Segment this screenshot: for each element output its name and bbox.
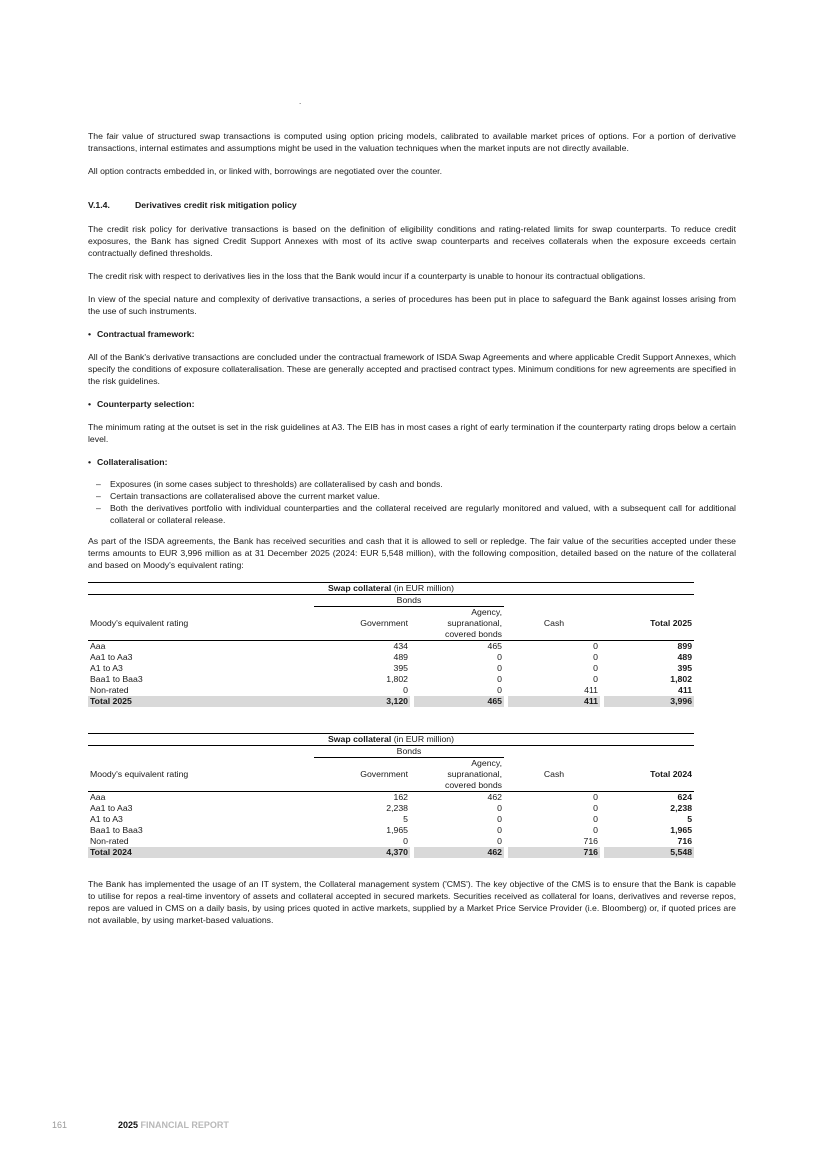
cash-column-header: Cash bbox=[543, 768, 565, 779]
paragraph-credit-risk-loss: The credit risk with respect to derivatives lies in the loss that the Bank would incur if a counterparty is unable to honour its contractual obligations. bbox=[88, 271, 646, 281]
table-title: Swap collateral (in EUR million) bbox=[88, 734, 694, 746]
government-column-header: Government bbox=[360, 769, 408, 779]
paragraph-isda: As part of the ISDA agreements, the Bank has received securities and cash that it is allowed to sell or repledge. The fair value of the securities accepted under these terms amounts to EUR 3,996 million as at 31 December 2025 (2024: EUR 5,548 million), with the following composition, detailed based on the nature of the collateral and based on Moody's equivalent rating: bbox=[88, 536, 736, 570]
table-row: Non-rated 0 0 411 411 bbox=[90, 685, 693, 695]
paragraph-contractual-framework: All of the Bank's derivative transactions are concluded under the contractual framework of ISDA Swap Agreements and where applicable Credit Support Annexes, which specify the conditions of exposure collateralisation. These are generally accepted and practised contract types. Minimum conditions for new agreements are specified in the risk guidelines. bbox=[88, 352, 736, 386]
agency-column-header: Agency, bbox=[471, 607, 502, 617]
swap-collateral-table-2025 bbox=[88, 582, 694, 707]
total-column-header: Total 2025 bbox=[650, 617, 693, 628]
table-row: Aaa 162 462 0 624 bbox=[90, 792, 693, 802]
page-footer bbox=[52, 1120, 229, 1130]
agency-column-header: Agency, bbox=[471, 758, 502, 768]
paragraph-credit-risk-policy: The credit risk policy for derivative transactions is based on the definition of eligibility conditions and rating-related limits for swap counterparts. To reduce credit exposures, the Bank has signed Credit Support Annexes with most of its active swap counterparts and receives collaterals when the exposure exceeds certain contractually defined thresholds. bbox=[88, 224, 736, 258]
list-item: – Certain transactions are collateralised above the current market value. bbox=[96, 490, 736, 502]
table-row: Non-rated 0 0 716 716 bbox=[90, 836, 693, 846]
agency-column-header: supranational, bbox=[447, 618, 502, 628]
collateralisation-list bbox=[88, 478, 736, 526]
stray-dot: . bbox=[299, 97, 302, 106]
rating-column-header: Moody's equivalent rating bbox=[90, 617, 189, 628]
table-row: Baa1 to Baa3 1,965 0 0 1,965 bbox=[90, 825, 693, 835]
bullet-contractual-framework: • Contractual framework: bbox=[88, 328, 736, 340]
table-row: Aaa 434 465 0 899 bbox=[90, 641, 693, 651]
section-heading bbox=[88, 199, 736, 211]
total-column-header: Total 2024 bbox=[650, 768, 693, 779]
agency-column-header: covered bonds bbox=[445, 780, 502, 790]
page-number: 161 bbox=[52, 1120, 68, 1130]
agency-column-header: supranational, bbox=[447, 769, 502, 779]
paragraph-option-contracts: All option contracts embedded in, or linked with, borrowings are negotiated over the counter. bbox=[88, 166, 442, 176]
table-row: Aa1 to Aa3 2,238 0 0 2,238 bbox=[90, 803, 693, 813]
table-row: Aa1 to Aa3 489 0 0 489 bbox=[90, 652, 693, 662]
total-row: Total 2024 4,370 462 716 5,548 bbox=[90, 847, 693, 857]
section-number: V.1.4. bbox=[88, 200, 110, 210]
paragraph-counterparty-selection: The minimum rating at the outset is set in the risk guidelines at A3. The EIB has in most cases a right of early termination if the counterparty rating drops below a certain level. bbox=[88, 422, 736, 444]
swap-collateral-table-2024 bbox=[88, 733, 694, 858]
table-row: A1 to A3 5 0 0 5 bbox=[90, 814, 693, 824]
table-row: Baa1 to Baa3 1,802 0 0 1,802 bbox=[90, 674, 693, 684]
list-item: – Both the derivatives portfolio with individual counterparties and the collateral received are regularly monitored and valued, with a subsequent call for additional collateral or collateral release. bbox=[96, 502, 736, 526]
bullet-collateralisation: • Collateralisation: bbox=[88, 456, 736, 468]
bullet-counterparty-selection: • Counterparty selection: bbox=[88, 398, 736, 410]
bonds-header: Bonds bbox=[314, 746, 504, 758]
rating-column-header: Moody's equivalent rating bbox=[90, 768, 189, 779]
page-content bbox=[88, 130, 736, 937]
cash-column-header: Cash bbox=[543, 617, 565, 628]
paragraph-fair-value: The fair value of structured swap transactions is computed using option pricing models, calibrated to available market prices of options. For a portion of derivative transactions, internal estimates and assumptions might be used in the valuation techniques when the market inputs are not directly available. bbox=[88, 131, 736, 153]
report-year: 2025 bbox=[118, 1120, 139, 1130]
paragraph-cms: The Bank has implemented the usage of an IT system, the Collateral management system ('CMS'). The key objective of the CMS is to ensure that the Bank is capable to utilise for repos a real-time inventory of assets and collateral accepted in secured markets. Securities received as collateral for loans, derivatives and reverse repos, repos are valued in CMS on a daily basis, by using prices quoted in active markets, supplied by a Market Price Service Provider (i.e. Bloomberg) or, if quoted prices are not available, by using market-based valuations. bbox=[88, 879, 736, 925]
table-row: A1 to A3 395 0 0 395 bbox=[90, 663, 693, 673]
government-column-header: Government bbox=[360, 618, 408, 628]
paragraph-procedures: In view of the special nature and complexity of derivative transactions, a series of procedures has been put in place to safeguard the Bank against losses arising from the use of such instruments. bbox=[88, 294, 736, 316]
table-title: Swap collateral (in EUR million) bbox=[88, 583, 694, 595]
bonds-header: Bonds bbox=[314, 595, 504, 607]
total-row: Total 2025 3,120 465 411 3,996 bbox=[90, 696, 693, 706]
report-name: FINANCIAL REPORT bbox=[140, 1120, 229, 1130]
agency-column-header: covered bonds bbox=[445, 629, 502, 639]
section-title: Derivatives credit risk mitigation policy bbox=[135, 200, 297, 210]
list-item: – Exposures (in some cases subject to thresholds) are collateralised by cash and bonds. bbox=[96, 478, 736, 490]
